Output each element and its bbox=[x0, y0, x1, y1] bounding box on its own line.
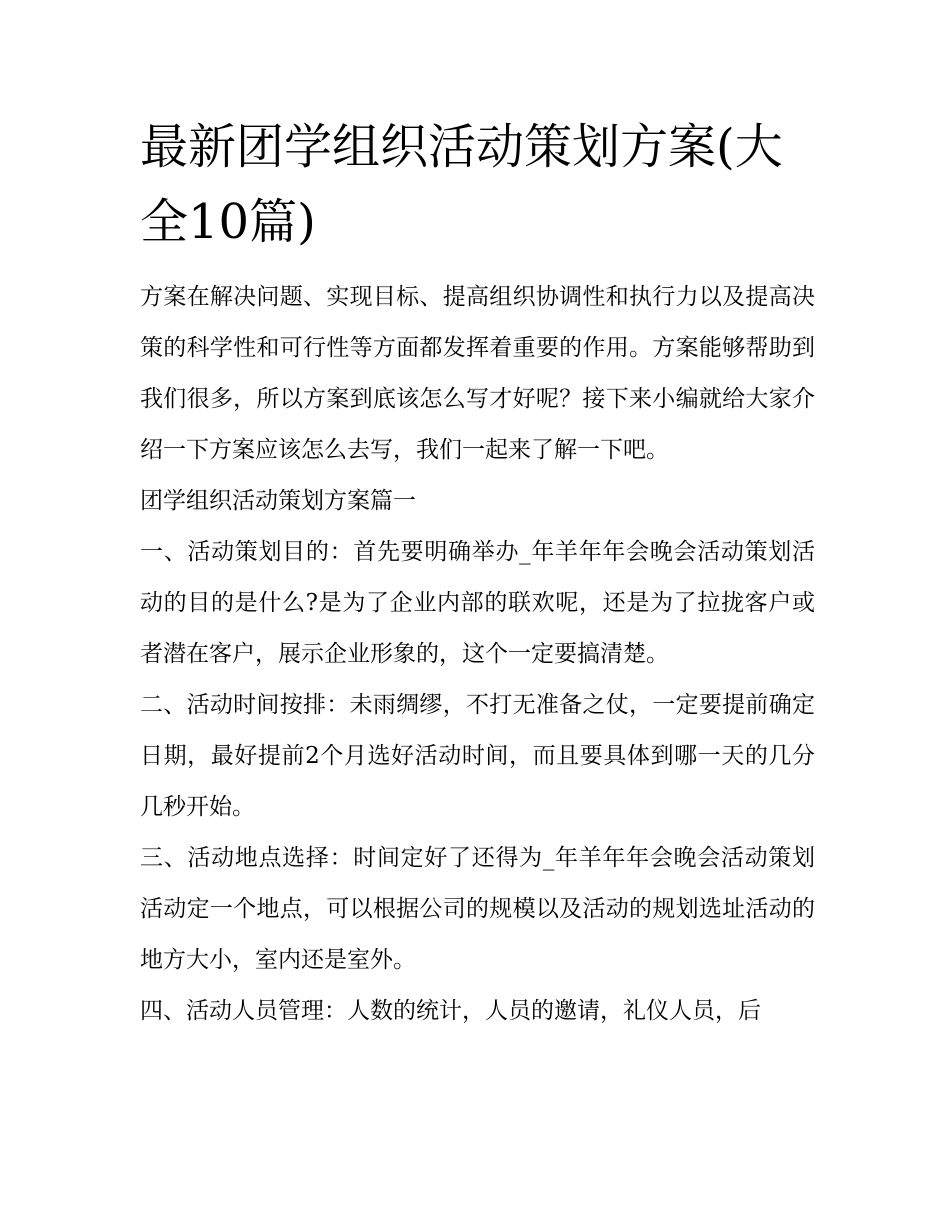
section-heading: 团学组织活动策划方案篇一 bbox=[140, 488, 416, 514]
intro-paragraph: 方案在解决问题、实现目标、提高组织协调性和执行力以及提高决策的科学性和可行性等方面都发挥着重要的作用。方案能够帮助到我们很多，所以方案到底该怎么写才好呢？接下来小编就给大家介绍一下方案应该怎么去写，我们一起来了解一下吧。 bbox=[140, 284, 815, 463]
list-item-4: 四、活动人员管理：人数的统计，人员的邀请，礼仪人员，后 bbox=[140, 998, 761, 1024]
list-item-1: 一、活动策划目的：首先要明确举办_年羊年年会晚会活动策划活动的目的是什么?是为了企业内部的联欢呢，还是为了拉拢客户或者潜在客户，展示企业形象的，这个一定要搞清楚。 bbox=[140, 539, 815, 667]
list-item-2: 二、活动时间按排：未雨绸缪，不打无准备之仗，一定要提前确定日期，最好提前2个月选好活动时间，而且要具体到哪一天的几分几秒开始。 bbox=[140, 692, 815, 820]
document-page bbox=[140, 110, 815, 1037]
document-title: 最新团学组织活动策划方案(大全10篇) bbox=[140, 119, 783, 250]
list-item-3: 三、活动地点选择：时间定好了还得为_年羊年年会晚会活动策划活动定一个地点，可以根据公司的规模以及活动的规划选址活动的地方大小，室内还是室外。 bbox=[140, 845, 815, 973]
